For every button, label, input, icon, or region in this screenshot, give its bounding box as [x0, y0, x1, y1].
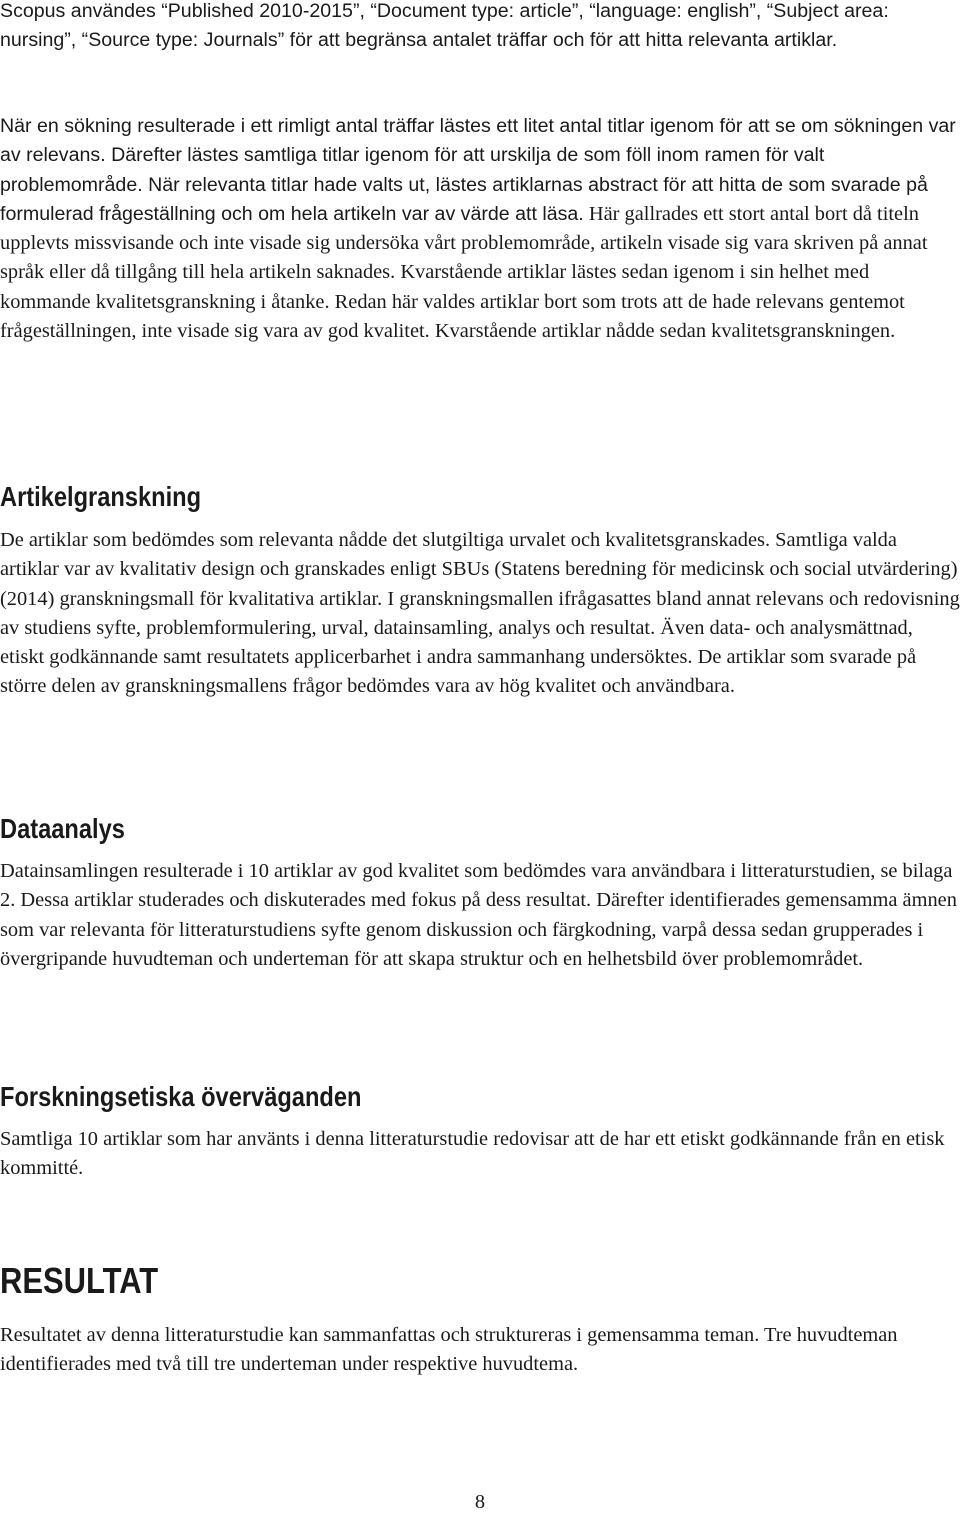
- section-heading-artikelgranskning: Artikelgranskning: [0, 481, 202, 512]
- etik-paragraph: Samtliga 10 artiklar som har använts i denna litteraturstudie redovisar att de har ett etiskt godkännande från en etisk kommitté.: [0, 1128, 945, 1180]
- section-heading-etik: Forskningsetiska överväganden: [0, 1081, 362, 1112]
- artikelgranskning-paragraph: De artiklar som bedömdes som relevanta nådde det slutgiltiga urvalet och kvalitetsgranskades. Samtliga valda artiklar var av kvalitativ design och granskades enligt SBUs (Statens beredning för medicinsk och social utvärdering) (2014) granskningsmall för kvalitativa artiklar. I granskningsmallen ifrågasattes bland annat relevans och redovisning av studiens syfte, problemformulering, urval, datainsamling, analys och resultat. Även data- och analysmättnad, etiskt godkännande samt resultatets applicerbarhet i andra sammanhang undersöktes. De artiklar som svarade på större delen av granskningsmallens frågor bedömdes vara av hög kvalitet och användbara.: [0, 529, 960, 698]
- search-filters-text: Scopus användes “Published 2010-2015”, “Document type: article”, “language: english”, “Subject area: nursing”, “Source type: Journals” för att begränsa antalet träffar och för att hitta relevanta artiklar.: [0, 0, 889, 52]
- section-heading-resultat: RESULTAT: [0, 1260, 159, 1301]
- resultat-paragraph: Resultatet av denna litteraturstudie kan sammanfattas och struktureras i gemensamma teman. Tre huvudteman identifierades med två till tre underteman under respektive huvudtema.: [0, 1324, 898, 1376]
- relevance-paragraph: [0, 112, 960, 346]
- dataanalys-paragraph: Datainsamlingen resulterade i 10 artiklar av god kvalitet som bedömdes vara användbara i litteraturstudien, se bilaga 2. Dessa artiklar studerades och diskuterades med fokus på dess resultat. Därefter identifierades gemensamma ämnen som var relevanta för litteraturstudiens syfte genom diskussion och färgkodning, varpå dessa sedan grupperades i övergripande huvudteman och underteman för att skapa struktur och en helhetsbild över problemområdet.: [0, 860, 957, 970]
- relevance-text-sans: När en sökning resulterade i ett rimligt antal träffar lästes ett litet antal titlar igenom för att se om sökningen var av relevans. Därefter lästes samtliga titlar igenom för att urskilja de som föll inom ramen för valt problemområde. När relevanta titlar hade valts ut, lästes artiklarnas abstract för att hitta de som svarade på formulerad frågeställning och om hela artikeln var av värde att läsa.: [0, 115, 956, 225]
- relevance-text-serif: Här gallrades ett stort antal bort då titeln upplevts missvisande och inte visade sig undersöka vårt problemområde, artikeln visade sig vara skriven på annat språk eller då tillgång till hela artikeln saknades. Kvarstående artiklar lästes sedan igenom i sin helhet med kommande kvalitetsgranskning i åtanke. Redan här valdes artiklar bort som trots att de hade relevans gentemot frågeställningen, inte visade sig vara av god kvalitet. Kvarstående artiklar nådde sedan kvalitetsgranskningen.: [0, 202, 928, 343]
- page-number: 8: [474, 1491, 486, 1513]
- search-filters-paragraph: [0, 0, 960, 56]
- section-heading-dataanalys: Dataanalys: [0, 813, 125, 844]
